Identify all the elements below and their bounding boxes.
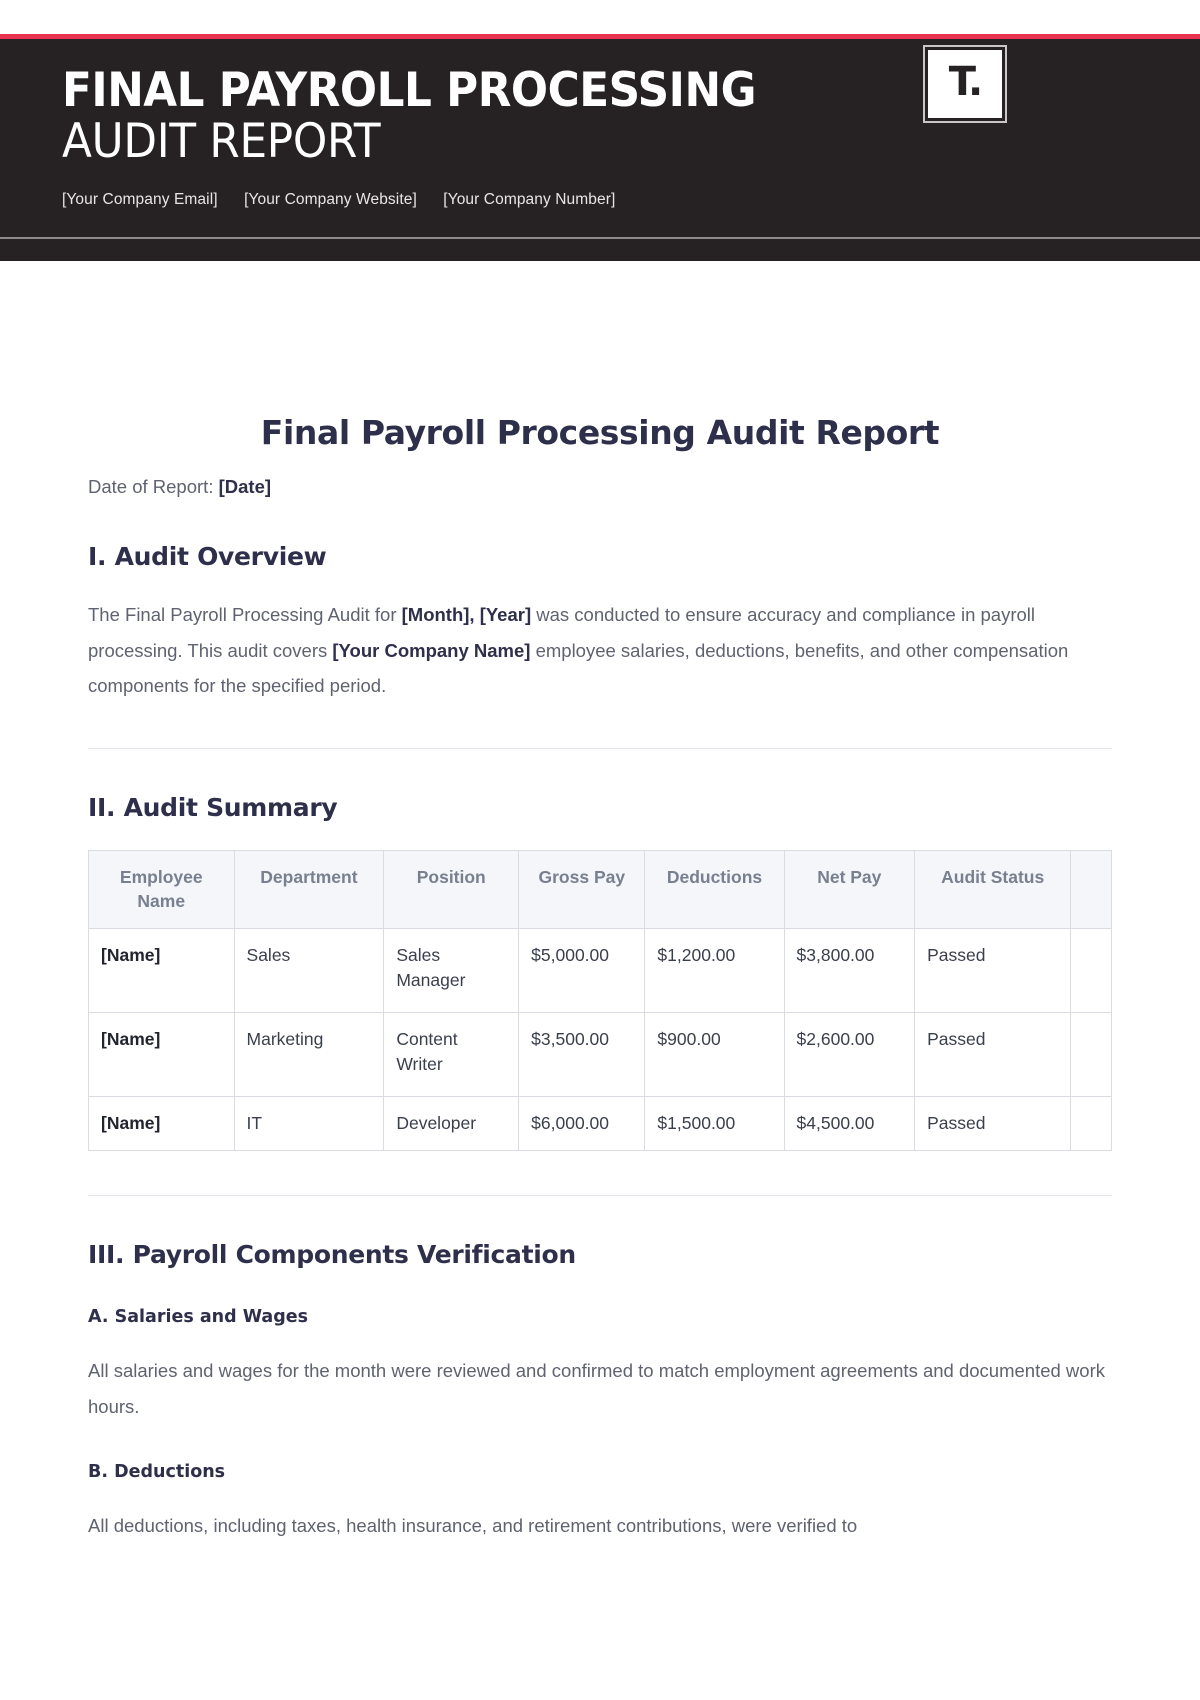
column-header-audit-status: Audit Status [915,850,1071,929]
column-header-department: Department [234,850,384,929]
masthead-title-line-2: AUDIT REPORT [62,113,381,169]
cell-spacer [1071,1097,1112,1151]
page-top-margin [0,0,1200,34]
cell-net-pay: $4,500.00 [784,1097,915,1151]
report-date-label: Date of Report: [88,476,214,497]
section-divider-1 [88,748,1112,749]
company-email-placeholder: [Your Company Email] [62,190,218,208]
column-header-gross-pay: Gross Pay [519,850,645,929]
cell-spacer [1071,929,1112,1013]
column-header-net-pay: Net Pay [784,850,915,929]
cell-gross-pay: $6,000.00 [519,1097,645,1151]
masthead-title-line-1: FINAL PAYROLL PROCESSING [62,63,757,118]
overview-text-2: was conducted to ensure accuracy and compliance in payroll processing. This audit covers [88,604,1036,661]
audit-summary-table [88,850,1112,1152]
overview-company-name-placeholder: [Your Company Name] [332,639,531,661]
cell-position: Content Writer [384,1013,519,1097]
document-body [0,413,1200,1544]
column-header-spacer [1071,850,1112,929]
cell-audit-status: Passed [915,1097,1071,1151]
cell-position: Sales Manager [384,929,519,1013]
subsection-heading-salaries-and-wages: A. Salaries and Wages [88,1307,309,1328]
cell-deductions: $1,500.00 [645,1097,784,1151]
cell-position: Developer [384,1097,519,1151]
masthead-contact-line [62,191,1138,209]
section-heading-audit-summary: II. Audit Summary [88,792,338,822]
deductions-paragraph: All deductions, including taxes, health insurance, and retirement contributions, were verified to [88,1515,858,1537]
table-row [89,1097,1112,1151]
overview-text-3: employee salaries, deductions, benefits, and other compensation components for the specified period. [88,639,1069,697]
cell-gross-pay: $3,500.00 [519,1013,645,1097]
report-date-line [88,476,1112,498]
section-heading-audit-overview: I. Audit Overview [88,542,327,571]
subsection-heading-deductions: B. Deductions [88,1462,226,1483]
company-website-placeholder: [Your Company Website] [244,190,417,208]
column-header-deductions: Deductions [645,850,784,929]
cell-net-pay: $3,800.00 [784,929,915,1013]
cell-deductions: $900.00 [645,1013,784,1097]
table-row [89,929,1112,1013]
company-number-placeholder: [Your Company Number] [443,190,616,208]
table-header-row [89,850,1112,929]
logo-letter-mark: T. [948,59,982,105]
cell-gross-pay: $5,000.00 [519,929,645,1013]
cell-employee-name: [Name] [89,1097,235,1151]
document-masthead [0,39,1200,237]
column-header-employee-name: Employee Name [89,850,235,929]
salaries-and-wages-paragraph: All salaries and wages for the month were reviewed and confirmed to match employment agreements and documented work hours. [88,1360,1105,1417]
page-title: Final Payroll Processing Audit Report [260,413,940,452]
cell-employee-name: [Name] [89,929,235,1013]
section-heading-payroll-components: III. Payroll Components Verification [88,1240,576,1270]
audit-overview-paragraph [88,597,1112,704]
cell-department: IT [234,1097,384,1151]
cell-deductions: $1,200.00 [645,929,784,1013]
table-row [89,1013,1112,1097]
cell-department: Sales [234,929,384,1013]
column-header-position: Position [384,850,519,929]
section-divider-2 [88,1195,1112,1196]
cell-department: Marketing [234,1013,384,1097]
company-logo [925,47,1005,121]
report-date-value: [Date] [218,476,272,497]
masthead-footer-band [0,239,1200,261]
cell-spacer [1071,1013,1112,1097]
overview-text-1: The Final Payroll Processing Audit for [88,604,402,625]
cell-employee-name: [Name] [89,1013,235,1097]
cell-audit-status: Passed [915,1013,1071,1097]
overview-month-year-placeholder: [Month], [Year] [401,604,532,625]
cell-audit-status: Passed [915,929,1071,1013]
cell-net-pay: $2,600.00 [784,1013,915,1097]
